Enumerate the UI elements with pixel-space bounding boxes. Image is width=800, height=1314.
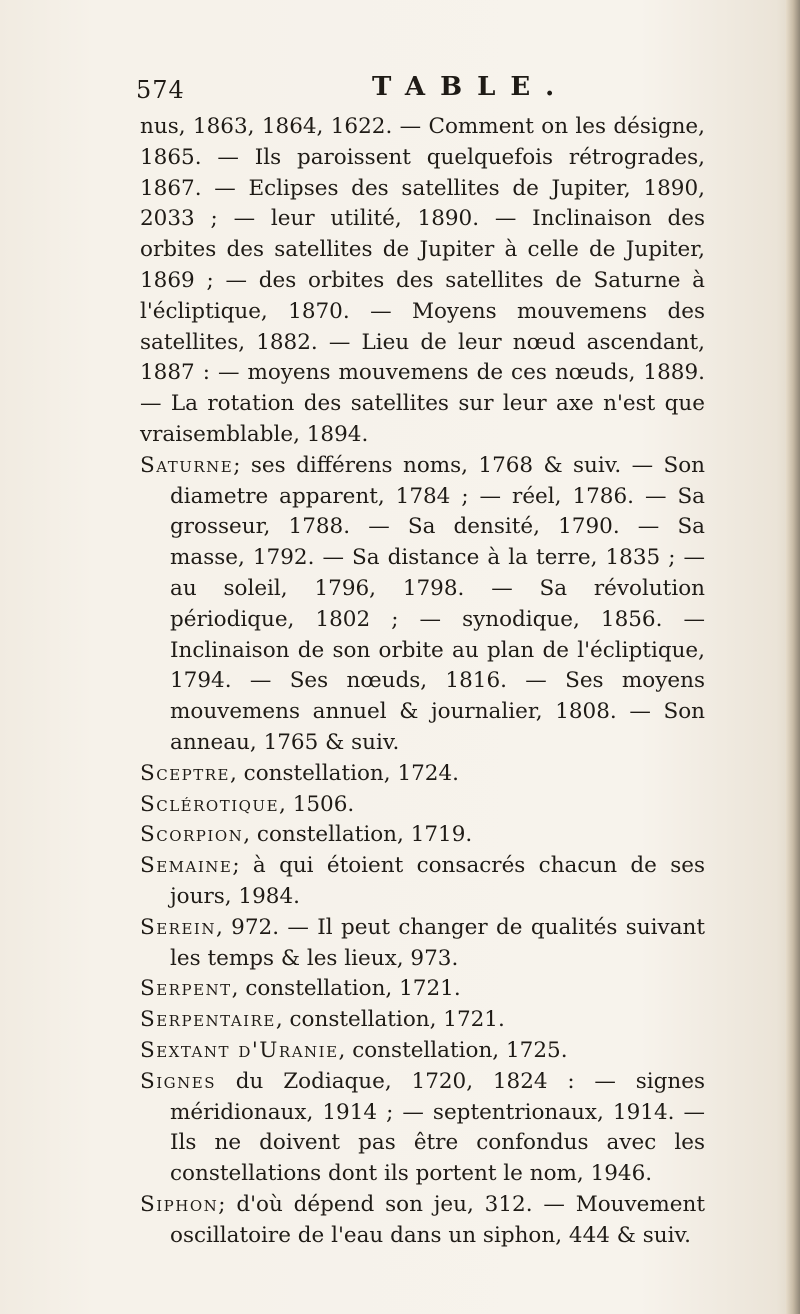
entry-headword: Saturne bbox=[140, 452, 234, 478]
entry-text: , constellation, 1724. bbox=[230, 760, 459, 786]
index-entry-scorpion bbox=[140, 820, 705, 851]
page-number: 574 bbox=[136, 76, 185, 104]
index-entry-serpent bbox=[140, 974, 705, 1005]
entry-text: ; à qui étoient consacrés chacun de ses jours, 1984. bbox=[170, 853, 705, 909]
entry-headword: Semaine bbox=[140, 853, 233, 879]
entry-text: , constellation, 1721. bbox=[231, 976, 461, 1002]
entry-text: , 1506. bbox=[279, 791, 355, 817]
index-entry-sclerotique bbox=[140, 790, 705, 821]
index-entry-siphon bbox=[140, 1190, 705, 1252]
entry-text: ; d'où dépend son jeu, 312. — Mouvement oscillatoire de l'eau dans un siphon, 444 & suiv. bbox=[170, 1191, 705, 1248]
entry-headword: Scorpion bbox=[140, 822, 244, 848]
page-header bbox=[136, 72, 696, 112]
index-entry-continuation bbox=[140, 112, 705, 451]
entry-headword: Serpentaire bbox=[140, 1007, 276, 1033]
index-entry-sextant bbox=[140, 1036, 705, 1067]
running-title: TABLE. bbox=[372, 72, 570, 102]
entry-text: du Zodiaque, 1720, 1824 : — signes méridionaux, 1914 ; — septentrionaux, 1914. — Ils ne doivent pas être confondus avec les constellations dont ils portent le nom, 1946. bbox=[170, 1068, 705, 1187]
entry-headword: Sclérotique bbox=[140, 791, 280, 817]
index-entry-semaine bbox=[140, 851, 705, 913]
entry-headword: Serpent bbox=[140, 976, 232, 1002]
index-text bbox=[140, 112, 705, 1251]
index-entry-sceptre bbox=[140, 759, 705, 790]
entry-text: , constellation, 1719. bbox=[243, 822, 473, 848]
entry-text: , 972. — Il peut changer de qualités suivant les temps & les lieux, 973. bbox=[170, 914, 705, 971]
index-entry-saturne bbox=[140, 451, 705, 759]
entry-headword: Sextant d'Uranie bbox=[140, 1037, 339, 1063]
entry-text: nus, 1863, 1864, 1622. — Comment on les désigne, 1865. — Ils paroissent quelquefois rétrogrades, 1867. — Eclipses des satellites de Jupiter, 1890, 2033 ; — leur utilité, 1890. — Inclinaison des orbites des satellites de Jupiter à celle de Jupiter, 1869 ; — des orbites des satellites de Saturne à l'écliptique, 1870. — Moyens mouvemens des satellites, 1882. — Lieu de leur nœud ascendant, 1887 : — moyens mouvemens de ces nœuds, 1889. — La rotation des satellites sur leur axe n'est que vraisemblable, 1894. bbox=[140, 114, 705, 447]
entry-headword: Signes bbox=[140, 1068, 216, 1094]
index-entry-serein bbox=[140, 913, 705, 975]
page-edge-shadow bbox=[786, 0, 800, 1314]
entry-text: , constellation, 1721. bbox=[275, 1007, 505, 1033]
entry-text: ; ses différens noms, 1768 & suiv. — Son diametre apparent, 1784 ; — réel, 1786. — Sa grosseur, 1788. — Sa densité, 1790. — Sa masse, 1792. — Sa distance à la terre, 1835 ; — au soleil, 1796, 1798. — Sa révolution périodique, 1802 ; — synodique, 1856. — Inclinaison de son orbite au plan de l'écliptique, 1794. — Ses nœuds, 1816. — Ses moyens mouvemens annuel & journalier, 1808. — Son anneau, 1765 & suiv. bbox=[170, 452, 705, 755]
index-entry-serpentaire bbox=[140, 1005, 705, 1036]
index-entry-signes bbox=[140, 1067, 705, 1190]
entry-headword: Siphon bbox=[140, 1191, 219, 1217]
entry-headword: Sceptre bbox=[140, 760, 230, 786]
entry-text: , constellation, 1725. bbox=[338, 1037, 568, 1063]
entry-headword: Serein bbox=[140, 914, 216, 940]
